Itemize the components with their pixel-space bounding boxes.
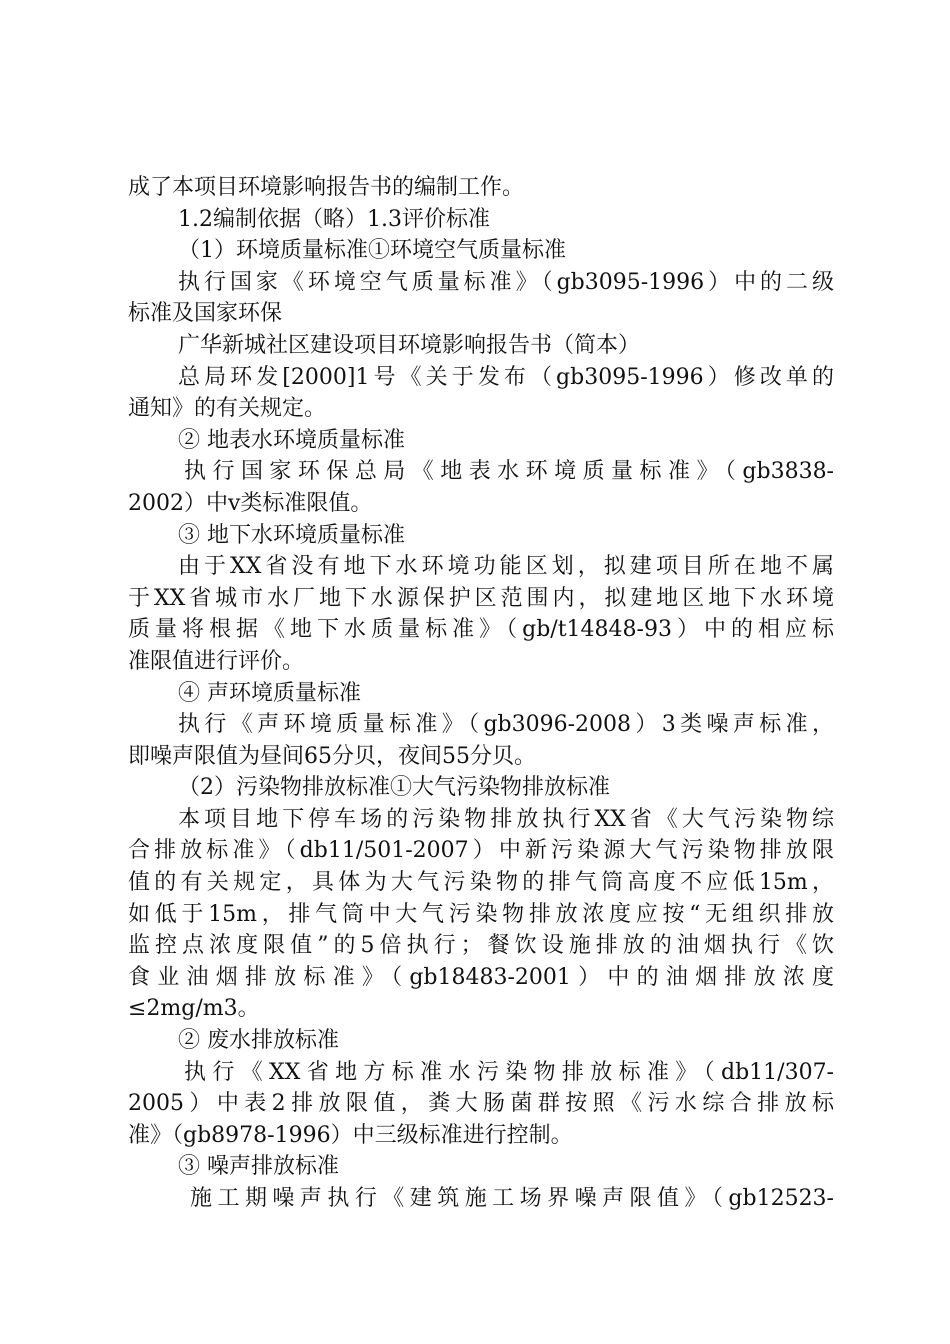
document-title-line: 广华新城社区建设项目环境影响报告书（简本） [178, 332, 641, 358]
text-line: ≤2mg/m3。 [128, 996, 260, 1022]
text-line: 准》（gb8978-1996）中三级标准进行控制。 [128, 1122, 573, 1148]
text-line: 执行《XX省地方标准水污染物排放标准》（db11/307- [184, 1059, 834, 1085]
text-line: 施工期噪声执行《建筑施工场界噪声限值》（gb12523- [190, 1186, 834, 1211]
text-line: 成了本项目环境影响报告书的编制工作。 [128, 175, 525, 200]
subsection-heading: （2）污染物排放标准①大气污染物排放标准 [178, 775, 610, 801]
document-body [128, 172, 834, 1215]
text-line: 即噪声限值为昼间65分贝，夜间55分贝。 [128, 743, 536, 769]
text-line: 执行国家《环境空气质量标准》（gb3095-1996）中的二级 [178, 269, 834, 295]
text-line: 质量将根据《地下水质量标准》（gb/t14848-93）中的相应标 [128, 617, 834, 643]
text-line: 食业油烟排放标准》（gb18483-2001）中的油烟排放浓度 [128, 964, 834, 990]
text-line: 值的有关规定，具体为大气污染物的排气筒高度不应低15m， [128, 870, 834, 896]
section-heading: 1.2编制依据（略）1.3评价标准 [178, 206, 490, 232]
text-line: 合排放标准》（db11/501-2007）中新污染源大气污染物排放限 [128, 838, 834, 864]
text-line: 于XX省城市水厂地下水源保护区范围内，拟建地区地下水环境 [128, 585, 834, 611]
text-line: 执行《声环境质量标准》（gb3096-2008）3类噪声标准， [178, 712, 834, 738]
text-line: 标准及国家环保 [128, 301, 283, 327]
text-line: 2002）中v类标准限值。 [128, 490, 373, 516]
text-line: 2005）中表2排放限值，粪大肠菌群按照《污水综合排放标 [128, 1091, 834, 1117]
text-line: 通知》的有关规定。 [128, 396, 327, 422]
subsection-heading: （1）环境质量标准①环境空气质量标准 [178, 238, 566, 264]
subsection-heading: ③ 地下水环境质量标准 [178, 522, 405, 548]
text-line: 本项目地下停车场的污染物排放执行XX省《大气污染物综 [178, 806, 834, 832]
text-line: 准限值进行评价。 [128, 648, 305, 674]
subsection-heading: ② 地表水环境质量标准 [178, 427, 405, 453]
text-line: 总局环发[2000]1号《关于发布（gb3095-1996）修改单的 [178, 364, 834, 390]
text-line: 由于XX省没有地下水环境功能区划，拟建项目所在地不属 [178, 554, 834, 580]
subsection-heading: ② 废水排放标准 [178, 1028, 339, 1054]
text-line: 执行国家环保总局《地表水环境质量标准》（gb3838- [184, 459, 834, 485]
subsection-heading: ④ 声环境质量标准 [178, 680, 361, 706]
text-line: 如低于15m，排气筒中大气污染物排放浓度应按“无组织排放 [128, 901, 834, 927]
subsection-heading: ③ 噪声排放标准 [178, 1154, 339, 1180]
text-line: 监控点浓度限值”的5倍执行；餐饮设施排放的油烟执行《饮 [128, 933, 834, 959]
